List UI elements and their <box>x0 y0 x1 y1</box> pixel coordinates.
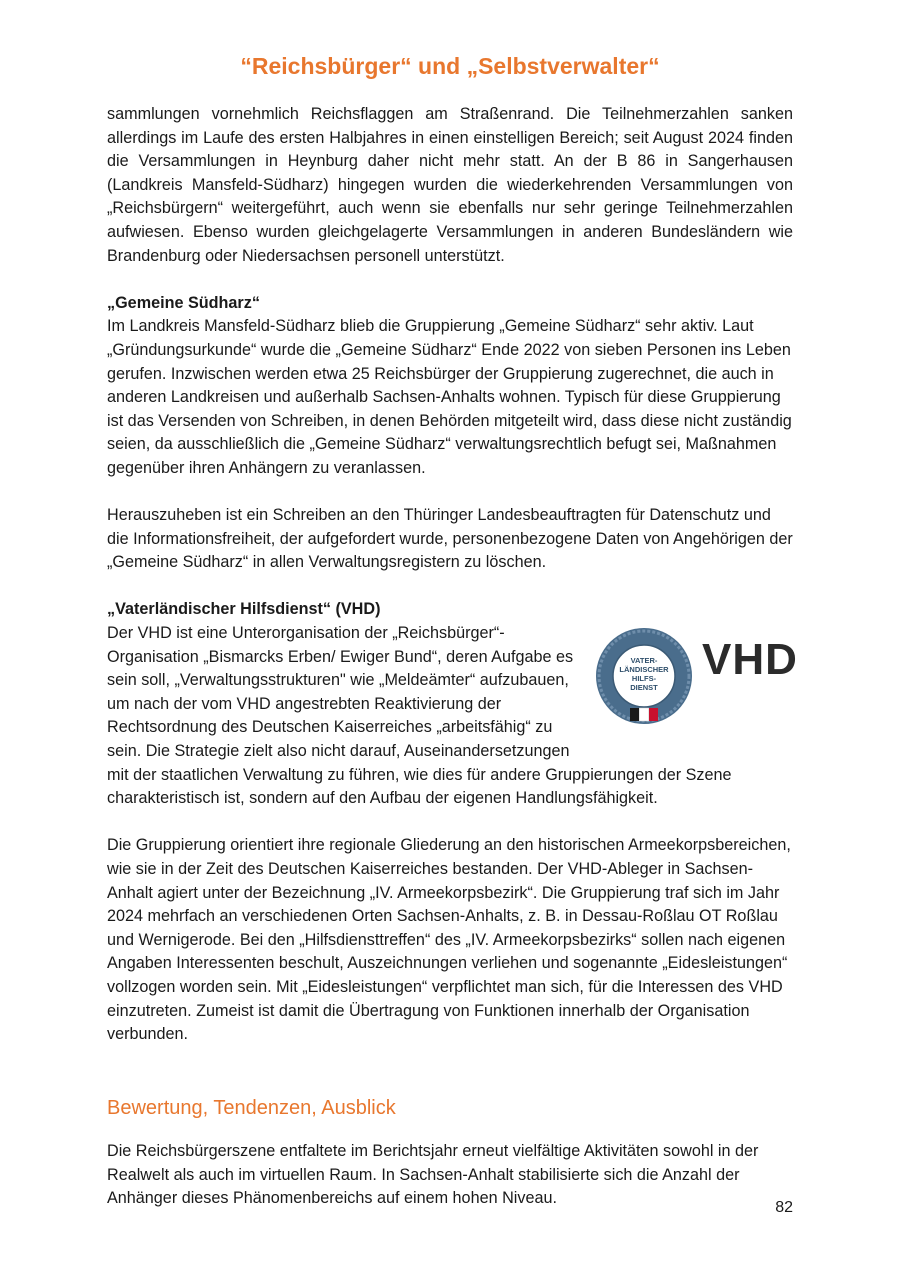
seal-text-1: VATER- <box>630 656 658 666</box>
main-content <box>107 103 798 1211</box>
subheading-gemeine-suedharz: „Gemeine Südharz“ <box>107 293 260 312</box>
paragraph-armeekorps: Die Gruppierung orientiert ihre regionale Gliederung an den historischen Armeekorpsbereichen, wie sie in der Zeit des Deutschen Kaiserreiches bestanden. Der VHD-Ableger in Sachsen-Anhalt agiert unter der Bezeichnung „IV. Armeekorpsbezirk“. Die Gruppierung traf sich im Jahr 2024 mehrfach an verschiedenen Orten Sachsen-Anhalts, z. B. in Dessau-Roßlau OT Roßlau und Wernigerode. Bei den „Hilfsdiensttreffen“ des „IV. Armeekorpsbezirks“ sollen nach eigenen Angaben Interessenten beschult, Auszeichnungen verliehen und sogenannte „Eidesleistungen“ vollzogen worden sein. Mit „Eidesleistungen“ verpflichtet man sich, für die Interessen des VHD einzutreten. Zumeist ist damit die Übertragung von Funktionen innerhalb der Organisation verbunden. <box>107 836 791 1044</box>
paragraph-vhd: Der VHD ist eine Unterorganisation der „Reichsbürger“-Organisation „Bismarcks Erben/ Ewiger Bund“, deren Aufgabe es sein soll, „Verwaltungsstrukturen" wie „Meldeämter“ aufzubauen, um nach der vom VHD angestrebten Reaktivierung der Rechtsordnung des Deutschen Kaiserreiches „arbeitsfähig“ zu sein. Die Strategie zielt also nicht darauf, Auseinandersetzungen mit der staatlichen Verwaltung zu führen, wie dies für andere Gruppierungen der Szene charakteristisch ist, sondern auf den Aufbau der eigenen Handlungsfähigkeit. <box>107 624 732 808</box>
paragraph-gemeine-suedharz: Im Landkreis Mansfeld-Südharz blieb die Gruppierung „Gemeine Südharz“ sehr aktiv. Laut „Gründungsurkunde“ wurde die „Gemeine Südharz“ Ende 2022 von sieben Personen ins Leben gerufen. Inzwischen werden etwa 25 Reichsbürger der Gruppierung zugerechnet, die auch in anderen Landkreisen und außerhalb Sachsen-Anhalts wohnen. Typisch für diese Gruppierung ist das Versenden von Schreiben, in denen Behörden mitgeteilt wird, dass diese nicht zuständig seien, da ausschließlich die „Gemeine Südharz“ verwaltungsrechtlich befugt sei, Maßnahmen gegenüber ihren Anhängern zu veranlassen. <box>107 317 792 477</box>
seal-text-4: DIENST <box>630 683 658 693</box>
subheading-vhd: „Vaterländischer Hilfsdienst“ (VHD) <box>107 600 381 619</box>
paragraph-bewertung: Die Reichsbürgerszene entfaltete im Berichtsjahr erneut vielfältige Aktivitäten sowohl in der Realwelt als auch im virtuellen Raum. In Sachsen-Anhalt stabilisierte sich die Anzahl der Anhänger dieses Phänomenbereichs auf einem hohen Niveau. <box>107 1141 759 1208</box>
seal-text-2: LÄNDISCHER <box>619 665 669 675</box>
page-title: “Reichsbürger“ und „Selbstverwalter“ <box>240 53 660 79</box>
seal-text-3: HILFS- <box>631 674 657 684</box>
vhd-seal-icon <box>594 626 694 726</box>
paragraph-versammlungen: sammlungen vornehmlich Reichsflaggen am Straßenrand. Die Teilnehmerzahlen sanken allerdings im Laufe des ersten Halbjahres in einen einstelligen Bereich; seit August 2024 finden die Versammlungen in Heynburg daher nicht mehr statt. An der B 86 in Sangerhausen (Landkreis Mansfeld-Südharz) hingegen wurden die wiederkehrenden Versammlungen von „Reichsbürgern“ weitergeführt, auch wenn sie ebenfalls nur sehr geringe Teilnehmerzahlen aufwiesen. Ebenso wurden gleichgelagerte Versammlungen in anderen Bundesländern wie Brandenburg oder Niedersachsen personell unterstützt. <box>107 105 793 265</box>
vhd-wordmark: VHD <box>702 635 798 685</box>
section-heading-bewertung: Bewertung, Tendenzen, Ausblick <box>107 1096 396 1119</box>
paragraph-datenschutz: Herauszuheben ist ein Schreiben an den Thüringer Landesbeauftragten für Datenschutz und die Informationsfreiheit, der aufgefordert wurde, personenbezogene Daten von Angehörigen der „Gemeine Südharz“ in allen Verwaltungsregistern zu löschen. <box>107 506 793 572</box>
page-number: 82 <box>775 1199 793 1216</box>
vhd-logo <box>594 626 809 738</box>
